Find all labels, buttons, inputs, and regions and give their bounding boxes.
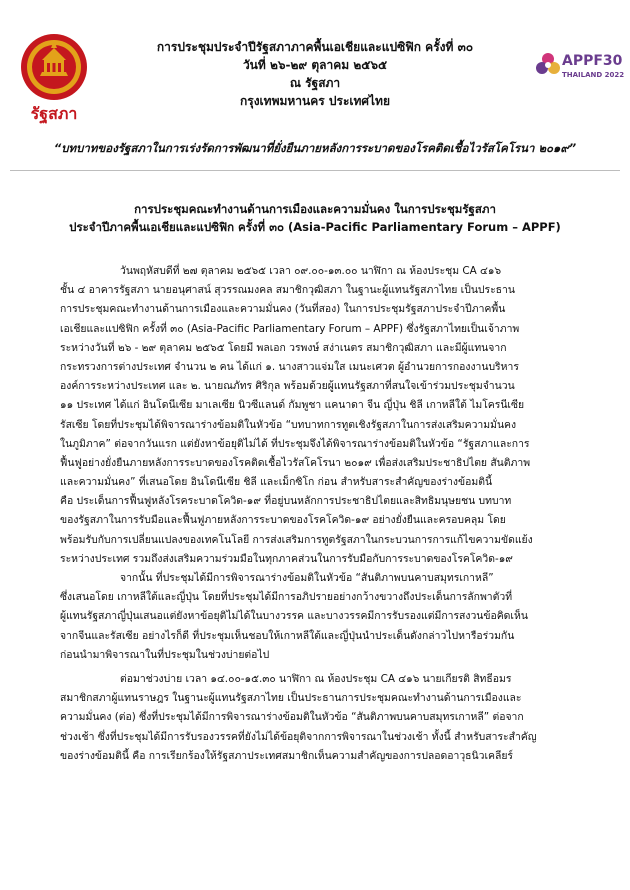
- document-header: [110, 38, 520, 110]
- text-line: ในภูมิภาค” ต่อจากวันแรก แต่ยังหาข้อยุติไม่ได้ ที่ประชุมจึงได้พิจารณาร่างข้อมติในหัวข้อ “รัฐสภาและการ: [60, 437, 530, 450]
- logo-caption: รัฐสภา: [30, 104, 78, 123]
- text-line: ความมั่นคง (ต่อ) ซึ่งที่ประชุมได้มีการพิจารณาร่างข้อมติในหัวข้อ “สันติภาพบนคาบสมุทรเกาหลี” ต่อจาก: [60, 711, 524, 724]
- text-line: ฟื้นฟูอย่างยั่งยืนภายหลังการระบาดของโรคติดเชื้อไวรัสโคโรนา ๒๐๑๙ เพื่อส่งเสริมประชาธิปไตย สันติภาพ: [60, 456, 531, 469]
- section-title-line: ประจำปีภาคพื้นเอเชียและแปซิฟิก ครั้งที่ ๓๐ (Asia-Pacific Parliamentary Forum – APPF): [69, 220, 561, 234]
- text-line: จากจีนและรัสเซีย อย่างไรก็ดี ที่ประชุมเห็นชอบให้เกาหลีใต้และญี่ปุ่นนำประเด็นดังกล่าวไปหารือร่วมกัน: [60, 629, 515, 642]
- appf30-logo: [535, 44, 625, 94]
- text-line: ช่วงเช้า ซึ่งที่ประชุมได้มีการรับรองวรรคที่ยังไม่ได้ข้อยุติจากการพิจารณาในช่วงเช้า ทั้งนี้ สำหรับสาระสำคัญ: [60, 730, 537, 743]
- text-line: ก่อนนำมาพิจารณาในที่ประชุมในช่วงบ่ายต่อไป: [60, 648, 270, 661]
- text-line: จากนั้น ที่ประชุมได้มีการพิจารณาร่างข้อมติในหัวข้อ “สันติภาพบนคาบสมุทรเกาหลี”: [120, 572, 494, 584]
- text-line: ระหว่างประเทศ รวมถึงส่งเสริมความร่วมมือในทุกภาคส่วนในการรับมือกับการระบาดของโรคโควิด-๑๙: [60, 552, 513, 565]
- text-line: กระทรวงการต่างประเทศ จำนวน ๒ คน ได้แก่ ๑. นางสาวแจ่มใส เมนะเศวต ผู้อำนวยการกองงานบริหาร: [60, 360, 519, 373]
- paragraph-1: [60, 262, 590, 569]
- text-line: องค์การระหว่างประเทศ และ ๒. นายณภัทร ศิริกุล พร้อมด้วยผู้แทนรัฐสภาที่สนใจเข้าร่วมประชุมจำนวน: [60, 380, 515, 393]
- text-line: คือ ประเด็นการฟื้นฟูหลังโรคระบาดโควิด-๑๙ ที่อยู่บนหลักการประชาธิปไตยและสิทธิมนุษยชน บทบาท: [60, 495, 512, 508]
- text-line: การประชุมคณะทำงานด้านการเมืองและความมั่นคง (วันที่สอง) ในการประชุมรัฐสภาประจำปีภาคพื้น: [60, 303, 506, 316]
- text-line: พร้อมรับกับการเปลี่ยนแปลงของเทคโนโลยี การส่งเสริมการทูตรัฐสภาในกระบวนการการแก้ไขความขัดแย้ง: [60, 533, 533, 546]
- section-title: [30, 200, 600, 236]
- document-body: [60, 262, 590, 766]
- text-line: ชั้น ๔ อาคารรัฐสภา นายอนุศาสน์ สุวรรณมงคล สมาชิกวุฒิสภา ในฐานะผู้แทนรัฐสภาไทย เป็นประธาน: [60, 284, 515, 297]
- text-line: และความมั่นคง” ที่เสนอโดย อินโดนีเซีย ชิลี และเม็กซิโก ก่อน สำหรับสาระสำคัญของร่างข้อมตินี้: [60, 476, 493, 489]
- text-line: ของร่างข้อมตินี้ คือ การเรียกร้องให้รัฐสภาประเทศสมาชิกเห็นความสำคัญของการปลอดอาวุธนิวเคลียร์: [60, 749, 514, 762]
- text-line: ผู้แทนรัฐสภาญี่ปุ่นเสนอแต่ยังหาข้อยุติไม่ได้ในบางวรรค และบางวรรคมีการรับรองแต่มีการสงวนข้อคิดเห็น: [60, 610, 528, 623]
- appf-flower-icon: [535, 52, 561, 78]
- header-line: การประชุมประจำปีรัฐสภาภาคพื้นเอเชียและแปซิฟิก ครั้งที่ ๓๐: [156, 40, 474, 54]
- appf-title: APPF30: [562, 53, 623, 69]
- text-line: ของรัฐสภาในการรับมือและฟื้นฟูภายหลังการระบาดของโรคโควิด-๑๙ อย่างยั่งยืนและครอบคลุม โดย: [60, 514, 506, 527]
- text-line: สมาชิกสภาผู้แทนราษฎร ในฐานะผู้แทนรัฐสภาไทย เป็นประธานการประชุมคณะทำงานด้านการเมืองและ: [60, 692, 522, 705]
- paragraph-3: [60, 670, 590, 766]
- header-line: ณ รัฐสภา: [289, 76, 341, 90]
- text-line: รัสเซีย โดยที่ประชุมได้พิจารณาร่างข้อมติในหัวข้อ “บทบาทการทูตเชิงรัฐสภาในการส่งเสริมความมั่นคง: [60, 418, 517, 431]
- text-line: ต่อมาช่วงบ่าย เวลา ๑๔.๐๐-๑๕.๓๐ นาฬิกา ณ ห้องประชุม CA ๔๑๖ นายเกียรติ สิทธีอมร: [120, 672, 512, 685]
- text-line: ซึ่งเสนอโดย เกาหลีใต้และญี่ปุ่น โดยที่ประชุมได้มีการอภิปรายอย่างกว้างขวางถึงประเด็นการลักพาตัวที่: [60, 591, 513, 604]
- header-divider: [10, 170, 620, 171]
- parliament-logo: [18, 32, 90, 124]
- text-line: ๑๑ ประเทศ ได้แก่ อินโดนีเซีย มาเลเซีย นิวซีแลนด์ กัมพูชา แคนาดา จีน ญี่ปุ่น ชิลี เกาหลีใต้ ไมโครนีเซีย: [60, 399, 525, 412]
- conference-theme: “บทบาทของรัฐสภาในการเร่งรัดการพัฒนาที่ยั่งยืนภายหลังการระบาดของโรคติดเชื้อไวรัสโคโรนา ๒๐๑๙”: [53, 141, 577, 155]
- paragraph-2: [60, 569, 590, 665]
- header-line: วันที่ ๒๖-๒๙ ตุลาคม ๒๕๖๕: [242, 58, 388, 72]
- section-title-line: การประชุมคณะทำงานด้านการเมืองและความมั่นคง ในการประชุมรัฐสภา: [134, 202, 496, 216]
- text-line: ระหว่างวันที่ ๒๖ - ๒๙ ตุลาคม ๒๕๖๕ โดยมี พลเอก วรพงษ์ สง่าเนตร สมาชิกวุฒิสภา และมีผู้แทนจาก: [60, 341, 507, 354]
- appf-subtitle: THAILAND 2022: [562, 71, 625, 79]
- text-line: เอเชียและแปซิฟิก ครั้งที่ ๓๐ (Asia-Pacific Parliamentary Forum – APPF) ซึ่งรัฐสภาไทยเป็นเจ้าภาพ: [60, 322, 520, 335]
- text-line: วันพฤหัสบดีที่ ๒๗ ตุลาคม ๒๕๖๕ เวลา ๐๙.๐๐-๑๓.๐๐ นาฬิกา ณ ห้องประชุม CA ๔๑๖: [120, 265, 502, 277]
- header-line: กรุงเทพมหานคร ประเทศไทย: [239, 94, 391, 108]
